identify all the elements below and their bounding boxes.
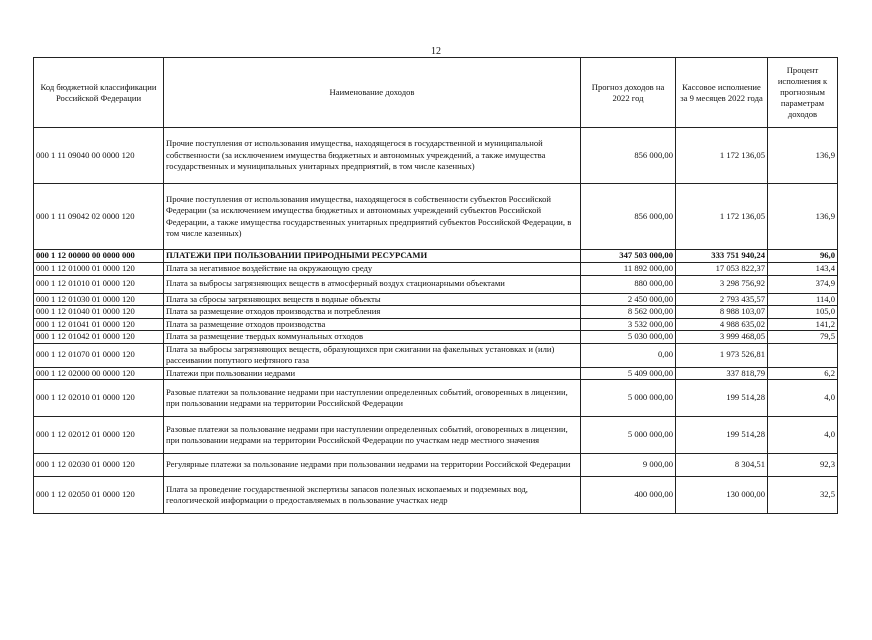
cell-name: Плата за проведение государственной экспертизы запасов полезных ископаемых и подземных вод, геологической информации о предоставляемых в пользование участках недр	[164, 477, 581, 514]
cell-name: Плата за сбросы загрязняющих веществ в водные объекты	[164, 293, 581, 306]
cell-code: 000 1 12 01030 01 0000 120	[34, 293, 164, 306]
cell-cash: 337 818,79	[676, 367, 768, 380]
cell-code: 000 1 12 01041 01 0000 120	[34, 318, 164, 331]
cell-name: Регулярные платежи за пользование недрами при пользовании недрами на территории Российской Федерации	[164, 454, 581, 477]
cell-name: Плата за размещение отходов производства и потребления	[164, 306, 581, 319]
header-percent: Процент исполнения к прогнозным параметрам доходов	[768, 58, 838, 128]
cell-cash: 333 751 940,24	[676, 250, 768, 263]
cell-cash: 130 000,00	[676, 477, 768, 514]
cell-name: Прочие поступления от использования имущества, находящегося в государственной и муниципальной собственности (за исключением имущества бюджетных и автономных учреждений, а также имущества государственных и муниципальных унитарных предприятий, в том числе казенных)	[164, 128, 581, 184]
cell-forecast: 5 409 000,00	[581, 367, 676, 380]
page-number: 12	[431, 46, 441, 57]
cell-percent: 6,2	[768, 367, 838, 380]
cell-percent: 374,9	[768, 275, 838, 293]
cell-cash: 1 172 136,05	[676, 184, 768, 250]
cell-cash: 1 172 136,05	[676, 128, 768, 184]
cell-percent: 141,2	[768, 318, 838, 331]
cell-code: 000 1 11 09040 00 0000 120	[34, 128, 164, 184]
cell-code: 000 1 12 01040 01 0000 120	[34, 306, 164, 319]
cell-name: Плата за размещение твердых коммунальных отходов	[164, 331, 581, 344]
cell-forecast: 347 503 000,00	[581, 250, 676, 263]
cell-cash: 8 988 103,07	[676, 306, 768, 319]
cell-code: 000 1 12 02012 01 0000 120	[34, 417, 164, 454]
cell-forecast: 856 000,00	[581, 184, 676, 250]
cell-code: 000 1 12 00000 00 0000 000	[34, 250, 164, 263]
cell-cash: 199 514,28	[676, 417, 768, 454]
table-row	[34, 367, 838, 380]
table-header-row	[34, 58, 838, 128]
cell-code: 000 1 11 09042 02 0000 120	[34, 184, 164, 250]
cell-percent: 105,0	[768, 306, 838, 319]
cell-cash: 17 053 822,37	[676, 263, 768, 276]
cell-percent: 114,0	[768, 293, 838, 306]
cell-name: Прочие поступления от использования имущества, находящегося в собственности субъектов Российской Федерации (за исключением имущества бюджетных и автономных учреждений субъектов Российской Федерации, а также имущества государственных унитарных предприятий субъектов Российской Федерации, в том числе казенных)	[164, 184, 581, 250]
cell-percent	[768, 343, 838, 367]
cell-cash: 3 999 468,05	[676, 331, 768, 344]
cell-name: Плата за выбросы загрязняющих веществ, образующихся при сжигании на факельных установках и (или) рассеивании попутного нефтяного газа	[164, 343, 581, 367]
table-row	[34, 275, 838, 293]
table-row	[34, 380, 838, 417]
cell-code: 000 1 12 01000 01 0000 120	[34, 263, 164, 276]
cell-cash: 8 304,51	[676, 454, 768, 477]
cell-cash: 4 988 635,02	[676, 318, 768, 331]
cell-code: 000 1 12 01010 01 0000 120	[34, 275, 164, 293]
cell-percent: 32,5	[768, 477, 838, 514]
cell-percent: 143,4	[768, 263, 838, 276]
cell-percent: 96,0	[768, 250, 838, 263]
table-row	[34, 331, 838, 344]
cell-code: 000 1 12 01070 01 0000 120	[34, 343, 164, 367]
cell-name: Разовые платежи за пользование недрами при наступлении определенных событий, оговоренных в лицензии, при пользовании недрами на территории Российской Федерации по участкам недр местного значения	[164, 417, 581, 454]
cell-forecast: 3 532 000,00	[581, 318, 676, 331]
table-row	[34, 128, 838, 184]
cell-forecast: 2 450 000,00	[581, 293, 676, 306]
revenue-table	[33, 57, 838, 514]
cell-code: 000 1 12 02000 00 0000 120	[34, 367, 164, 380]
header-code: Код бюджетной классификации Российской Федерации	[34, 58, 164, 128]
table-row	[34, 250, 838, 263]
cell-name: ПЛАТЕЖИ ПРИ ПОЛЬЗОВАНИИ ПРИРОДНЫМИ РЕСУРСАМИ	[164, 250, 581, 263]
cell-forecast: 856 000,00	[581, 128, 676, 184]
table-row	[34, 263, 838, 276]
cell-percent: 4,0	[768, 417, 838, 454]
cell-percent: 92,3	[768, 454, 838, 477]
cell-code: 000 1 12 02050 01 0000 120	[34, 477, 164, 514]
cell-percent: 4,0	[768, 380, 838, 417]
table-row	[34, 184, 838, 250]
cell-cash: 3 298 756,92	[676, 275, 768, 293]
header-forecast: Прогноз доходов на 2022 год	[581, 58, 676, 128]
table-row	[34, 343, 838, 367]
cell-cash: 199 514,28	[676, 380, 768, 417]
cell-forecast: 5 000 000,00	[581, 417, 676, 454]
table-row	[34, 293, 838, 306]
table-row	[34, 306, 838, 319]
cell-percent: 136,9	[768, 128, 838, 184]
cell-forecast: 880 000,00	[581, 275, 676, 293]
cell-forecast: 11 892 000,00	[581, 263, 676, 276]
cell-forecast: 0,00	[581, 343, 676, 367]
cell-name: Плата за негативное воздействие на окружающую среду	[164, 263, 581, 276]
cell-forecast: 8 562 000,00	[581, 306, 676, 319]
cell-forecast: 5 030 000,00	[581, 331, 676, 344]
header-name: Наименование доходов	[164, 58, 581, 128]
cell-forecast: 5 000 000,00	[581, 380, 676, 417]
cell-name: Плата за размещение отходов производства	[164, 318, 581, 331]
cell-forecast: 9 000,00	[581, 454, 676, 477]
table-row	[34, 454, 838, 477]
table-row	[34, 318, 838, 331]
cell-cash: 2 793 435,57	[676, 293, 768, 306]
cell-cash: 1 973 526,81	[676, 343, 768, 367]
cell-name: Плата за выбросы загрязняющих веществ в атмосферный воздух стационарными объектами	[164, 275, 581, 293]
cell-name: Платежи при пользовании недрами	[164, 367, 581, 380]
cell-forecast: 400 000,00	[581, 477, 676, 514]
table-row	[34, 417, 838, 454]
table-row	[34, 477, 838, 514]
header-cash: Кассовое исполнение за 9 месяцев 2022 года	[676, 58, 768, 128]
cell-percent: 79,5	[768, 331, 838, 344]
cell-code: 000 1 12 02030 01 0000 120	[34, 454, 164, 477]
cell-code: 000 1 12 02010 01 0000 120	[34, 380, 164, 417]
cell-code: 000 1 12 01042 01 0000 120	[34, 331, 164, 344]
cell-name: Разовые платежи за пользование недрами при наступлении определенных событий, оговоренных в лицензии, при пользовании недрами на территории Российской Федерации	[164, 380, 581, 417]
cell-percent: 136,9	[768, 184, 838, 250]
